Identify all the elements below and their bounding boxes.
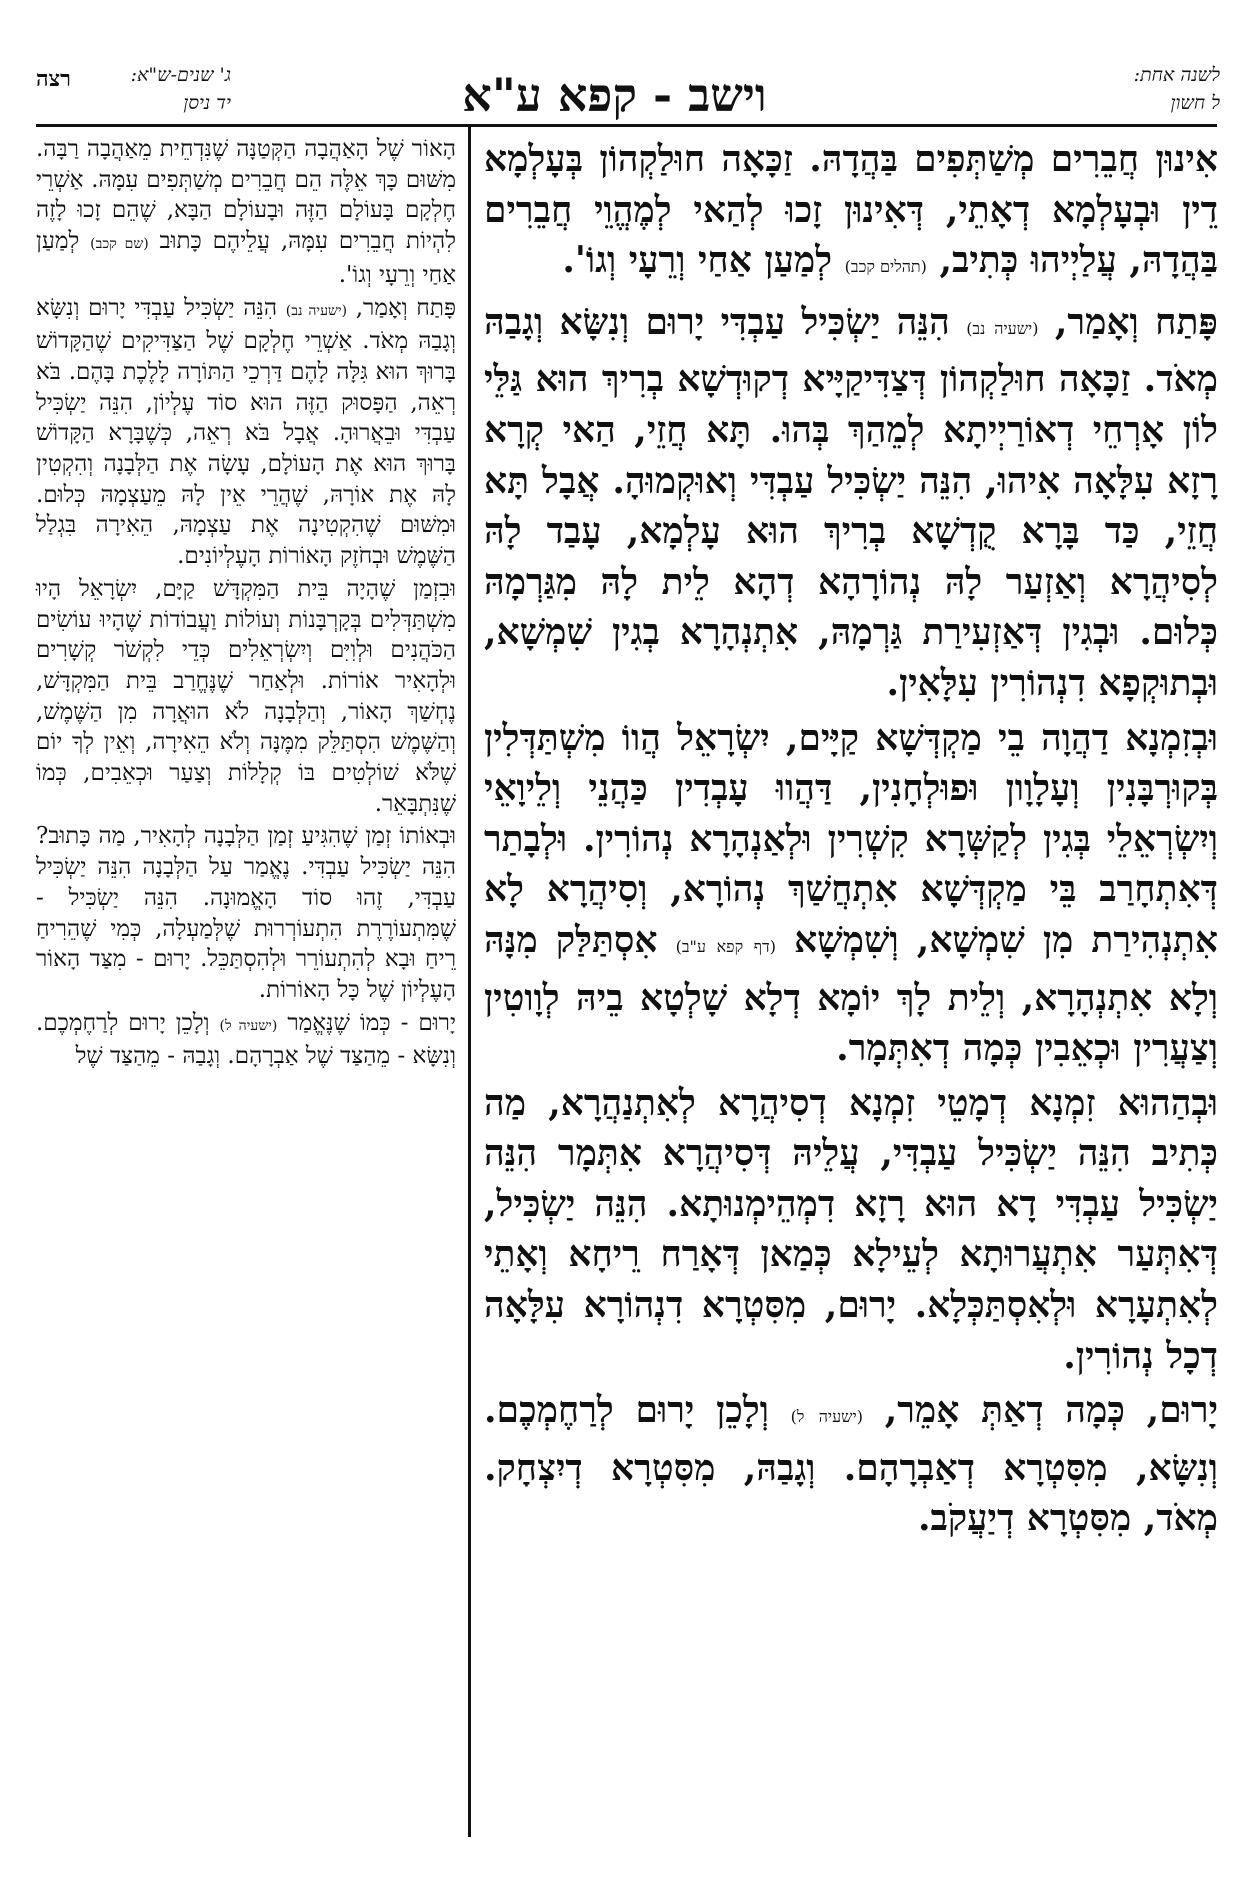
main-text: אִינוּן חֲבֵרִים מְשַׁתְּפִים בַּהֲדָהּ. זַכָּאָה חוּלַקְהוֹן בְּעָלְמָא דֵין וּבְעָלְמָא דְאָתֵי, דְּאִינוּן זָכוּ לְהַאי לְמֶהֱוֵי חֲבֵרִים בַּהֲדָהּ, עֲלַיְיהוּ כְּתִיב, [484,138,1218,282]
header-right [1000,58,1220,132]
page-number: רצה [36,66,71,92]
page-reference: (דף קפא ע"ב) [675,936,776,956]
main-text: וּבְהַהוּא זִמְנָא דְמָטֵי זִמְנָא דְסִיהֲרָא לְאִתְנַהֲרָא, מַה כְּתִיב הִנֵּה יַשְׂכִּיל עַבְדִּי, עֲלֵיהּ דְּסִיהֲרָא אִתְּמָר הִנֵּה יַשְׂכִּיל עַבְדִּי דָא הוּא רָזָא דִמְהֵימְנוּתָא. הִנֵּה יַשְׂכִּיל, דְּאִתְּעַר אִתְעֲרוּתָא לְעֵילָא כְּמַאן דְּאָרַח רֵיחָא וְאָתֵי לְאִתְעָרָא וּלְאִסְתַּכְּלָא. יָרוּם, מִסִּטְרָא דִנְהוֹרָא עִלָּאָה דְכָל נְהוֹרִין. [484,1081,1218,1377]
chapter-line-1: ג' שנים-ש"א: [130,64,231,86]
page-title: וישב - קפא ע"א [462,68,767,122]
translation-paragraph [36,574,456,820]
main-text: אִסְתַּלַּק מִנָּהּ וְלָא אִתְנְהָרָא, וְלֵית לָךְ יוֹמָא דְלָא שָׁלְטָא בֵיהּ לְוָוטִין וְצַעֲרִין וּכְאֵבִין כְּמָה דְאִתְּמָר. [484,918,1218,1070]
header-divider [36,124,1217,127]
column-divider [468,127,471,1837]
translation-paragraph [36,134,456,291]
translation-text: לְמַעַן אַחַי וְרֵעָי וְגוֹ'. [36,228,456,288]
verse-reference: (ישעיה נב) [966,318,1039,338]
translation-text: הָאוֹר שֶׁל הָאַהֲבָה הַקְּטַנָּה שֶׁנִּדְחֵית מֵאַהֲבָה רַבָּה. מִשּׁוּם כָּךְ אֵלֶּה הֵם חֲבֵרִים מְשַׁתְּפִים עִמָּהּ. אַשְׁרֵי חֶלְקָם בָּעוֹלָם הַזֶּה וּבָעוֹלָם הַבָּא, שֶׁהֵם זָכוּ לָזֶה לִהְיוֹת חֲבֵרִים עִמָּהּ, עֲלֵיהֶם כָּתוּב [36,136,456,255]
verse-reference: (ישעיה ל) [790,1407,863,1427]
translation-text: וּבִזְמַן שֶׁהָיָה בֵּית הַמִּקְדָּשׁ קַיָּם, יִשְׂרָאֵל הָיוּ מִשְׁתַּדְּלִים בְּקָרְבָּנוֹת וְעוֹלוֹת וַעֲבוֹדוֹת שֶׁהָיוּ עוֹשִׂים הַכֹּהֲנִים וּלְוִיִּם וְיִשְׂרְאֵלִים כְּדֵי לִקְשֹׁר קְשָׁרִים וּלְהָאִיר אוֹרוֹת. וּלְאַחַר שֶׁנֶּחֱרַב בֵּית הַמִּקְדָּשׁ, נֶחְשַׁךְ הָאוֹר, וְהַלְּבָנָה לֹא הוּאֲרָה מִן הַשֶּׁמֶשׁ, וְהַשֶּׁמֶשׁ הִסְתַּלֵּק מִמֶּנָּה וְלֹא הֵאִירָה, וְאֵין לְךָ יוֹם שֶׁלֹּא שׁוֹלְטִים בּוֹ קְלָלוֹת וְצַעַר וּכְאֵבִים, כְּמוֹ שֶׁנִּתְבָּאֵר. [36,575,456,817]
main-text: יָרוּם, כְּמָה דְאַתְּ אָמֵר, [862,1389,1219,1432]
verse-reference: (שם קכב) [90,236,149,253]
translation-column [36,134,456,1072]
chapter-line-2: יד ניסן [183,92,231,114]
translation-text: יָרוּם - כְּמוֹ שֶׁנֶּאֱמַר [277,1009,456,1036]
reading-line-2: ל חשון [1170,92,1220,114]
translation-text: וּבְאוֹתוֹ זְמַן שֶׁהִגִּיעַ זְמַן הַלְּבָנָה לְהָאִיר, מַה כָּתוּב? הִנֵּה יַשְׂכִּיל עַבְדִּי. נֶאֱמַר עַל הַלְּבָנָה הִנֵּה יַשְׂכִּיל עַבְדִּי, זֶהוּ סוֹד הָאֱמוּנָה. הִנֵּה יַשְׂכִּיל - שֶׁמִּתְעוֹרֶרֶת הִתְעוֹרְרוּת שֶׁלְּמַעְלָה, כְּמִי שֶׁהֵרִיחַ רֵיחַ וּבָא לְהִתְעוֹרֵר וּלְהִסְתַּכֵּל. יָרוּם - מִצַּד הָאוֹר הָעֶלְיוֹן שֶׁל כָּל הָאוֹרוֹת. [36,823,456,1003]
main-text: הִנֵּה יַשְׂכִּיל עַבְדִּי יָרוּם וְנִשָּׂא וְגָבַהּ מְאֹד. זַכָּאָה חוּלַקְהוֹן דְּצַדִּיקַיָּיא דְקוּדְשָׁא בְרִיךְ הוּא גַּלֵּי לוֹן אָרְחֵי דְאוֹרַיְיתָא לְמֵהַךְ בְּהוּ. תָּא חֲזֵי, הַאי קְרָא רָזָא עִלָּאָה אִיהוּ, הִנֵּה יַשְׂכִּיל עַבְדִּי וְאוּקְמוּהָ. אֲבָל תָּא חֲזֵי, כַּד בָּרָא קֻדְשָׁא בְרִיךְ הוּא עָלְמָא, עָבַד לָהּ לְסִיהֲרָא וְאַזְעַר לָהּ נְהוֹרָהָא דְהָא לֵית לָהּ מִגַּרְמָהּ כְּלוּם. וּבְגִין דְּאַזְעִירַת גַּרְמָהּ, אִתְנְהָרָא בְגִין שִׁמְשָׁא, וּבְתוּקְפָא דִנְהוֹרִין עִלָּאִין. [484,300,1218,704]
translation-paragraph [36,1008,456,1072]
main-text: וְלָכֵן יָרוּם לְרַחֶמְכֶם. וְנִשָּׂא, מִסִּטְרָא דְאַבְרָהָם. וְגָבַהּ, מִסִּטְרָא דְיִצְחָק. מְאֹד, מִסִּטְרָא דְיַעֲקֹב. [484,1389,1218,1540]
translation-text: פָּתַח וְאָמַר, [347,294,456,321]
main-paragraph [484,134,1218,293]
header-center [232,58,997,132]
translation-paragraph [36,293,456,572]
main-paragraph [484,713,1218,1074]
main-paragraph [484,1078,1218,1382]
main-text: פָּתַח וְאָמַר, [1038,300,1218,343]
main-text: וּבְזִמְנָא דַהֲוָה בֵי מַקְדְּשָׁא קַיָּים, יִשְׂרָאֵל הֲווֹ מִשְׁתַּדְּלִין בְּקוּרְבָּנִין וְעָלָוָון וּפוּלְחָנִין, דַּהֲווּ עָבְדִין כַּהֲנֵי וְלֵיוָאֵי וְיִשְׂרְאֵלֵי בְּגִין לְקַשְּׁרָא קִשְׁרִין וּלְאַנְהָרָא נְהוֹרִין. וּלְבָתַר דְּאִתְחָרַב בֵּי מַקְדְּשָׁא אִתְחֲשַׁךְ נְהוֹרָא, וְסִיהֲרָא לָא אִתְנְהִירַת מִן שִׁמְשָׁא, וְשִׁמְשָׁא [484,716,1218,961]
reading-line-1: לשנה אחת: [1133,64,1220,86]
main-column [484,134,1218,1544]
main-paragraph [484,297,1218,709]
header-left [36,58,231,132]
main-paragraph [484,1385,1218,1544]
verse-reference: (ישעיה נב) [285,302,348,319]
translation-text: הִנֵּה יַשְׂכִּיל עַבְדִּי יָרוּם וְנִשָּׂא וְגָבַהּ מְאֹד. אַשְׁרֵי חֶלְקָם שֶׁל הַצַּדִּיקִים שֶׁהַקָּדוֹשׁ בָּרוּךְ הוּא גִּלָּה לָהֶם דַּרְכֵי הַתּוֹרָה לָלֶכֶת בָּהֶם. בֹּא רְאֵה, הַפָּסוּק הַזֶּה הוּא סוֹד עֶלְיוֹן, הִנֵּה יַשְׂכִּיל עַבְדִּי וּבֵאֲרוּהָ. אֲבָל בֹּא רְאֵה, כְּשֶׁבָּרָא הַקָּדוֹשׁ בָּרוּךְ הוּא אֶת הָעוֹלָם, עָשָׂה אֶת הַלְּבָנָה וְהִקְטִין לָהּ אֶת אוֹרָהּ, שֶׁהֲרֵי אֵין לָהּ מֵעַצְמָהּ כְּלוּם. וּמִשּׁוּם שֶׁהִקְטִינָה אֶת עַצְמָהּ, הֵאִירָה בִּגְלַל הַשֶּׁמֶשׁ וּבְחֹזֶק הָאוֹרוֹת הָעֶלְיוֹנִים. [36,294,456,570]
main-text: לְמַעַן אַחַי וְרֵעָי וְגוֹ'. [562,239,845,282]
translation-paragraph [36,821,456,1005]
translation-text: וְלָכֵן יָרוּם לְרַחֶמְכֶם. וְנִשָּׂא - מֵהַצַּד שֶׁל אַבְרָהָם. וְגָבַהּ - מֵהַצַּד שֶׁל [36,1009,456,1070]
verse-reference: (ישעיה ל) [219,1017,278,1034]
verse-reference: (תהלים קכב) [844,257,927,277]
